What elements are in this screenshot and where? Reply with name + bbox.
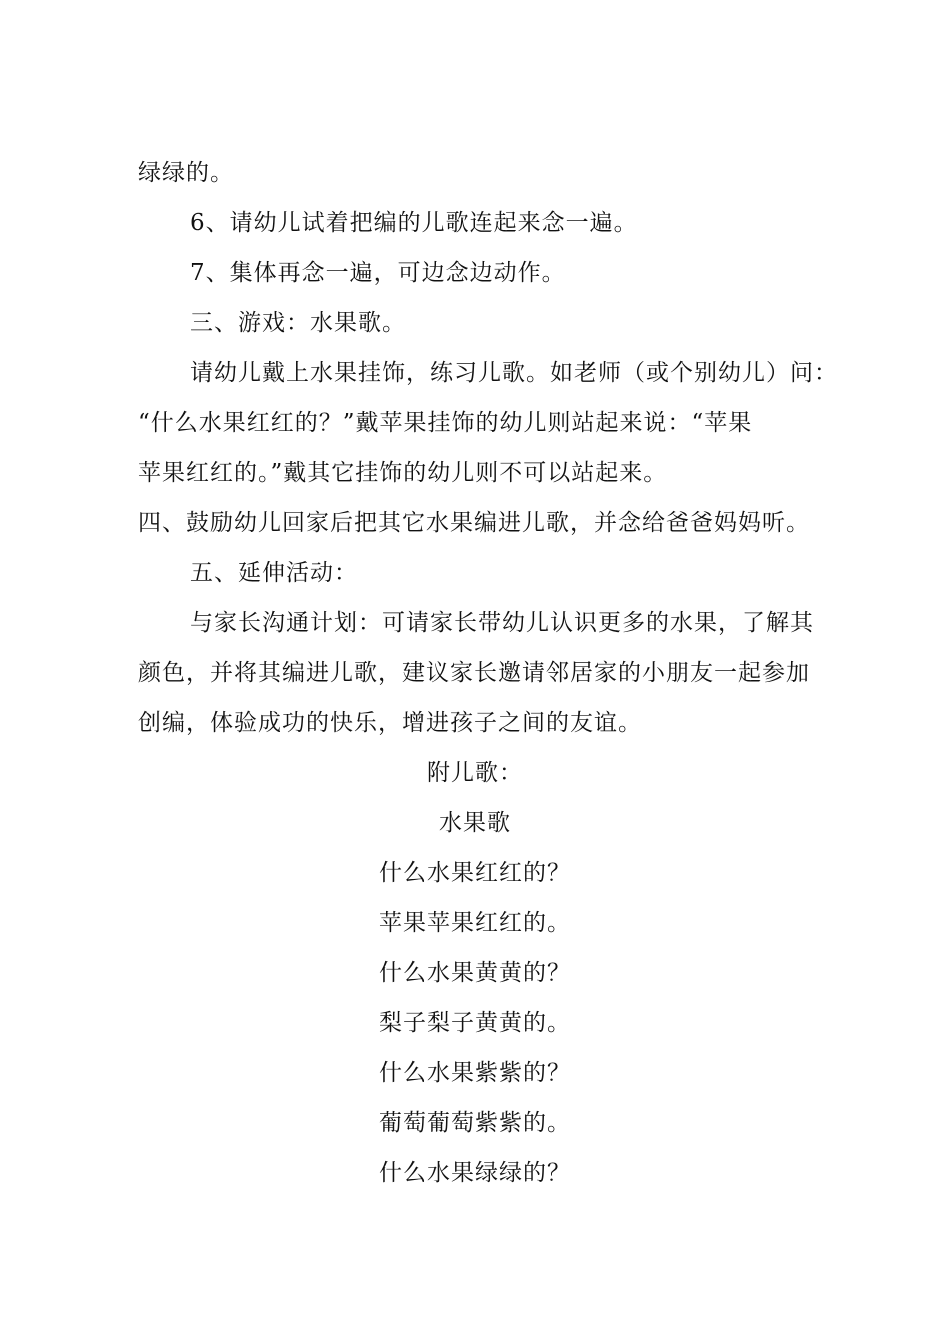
text-line: 颜色，并将其编进儿歌，建议家长邀请邻居家的小朋友一起参加 bbox=[138, 660, 810, 686]
section-heading: 五、延伸活动： bbox=[190, 560, 358, 586]
song-title: 水果歌 bbox=[439, 810, 511, 836]
song-verse: 什么水果绿绿的？ bbox=[379, 1160, 571, 1186]
song-verse: 梨子梨子黄黄的。 bbox=[379, 1010, 571, 1036]
song-verse: 什么水果黄黄的？ bbox=[379, 960, 571, 986]
text-line: 创编，体验成功的快乐，增进孩子之间的友谊。 bbox=[138, 710, 642, 736]
song-verse: 什么水果紫紫的？ bbox=[379, 1060, 571, 1086]
section-heading: 四、鼓励幼儿回家后把其它水果编进儿歌，并念给爸爸妈妈听。 bbox=[138, 510, 810, 536]
text-line: “什么水果红红的？”戴苹果挂饰的幼儿则站起来说：“苹果 bbox=[138, 410, 753, 436]
song-verse: 葡萄葡萄紫紫的。 bbox=[379, 1110, 571, 1136]
text-line: 请幼儿戴上水果挂饰，练习儿歌。如老师（或个别幼儿）问： bbox=[190, 360, 838, 386]
text-line: 与家长沟通计划：可请家长带幼儿认识更多的水果，了解其 bbox=[190, 610, 814, 636]
text-line: 苹果红红的。”戴其它挂饰的幼儿则不可以站起来。 bbox=[138, 460, 668, 486]
text-line: 绿绿的。 bbox=[138, 160, 234, 186]
song-verse: 苹果苹果红红的。 bbox=[379, 910, 571, 936]
text-line: 7、集体再念一遍，可边念边动作。 bbox=[190, 260, 566, 286]
song-verse: 什么水果红红的？ bbox=[379, 860, 571, 886]
section-heading: 三、游戏：水果歌。 bbox=[190, 310, 406, 336]
appendix-heading: 附儿歌： bbox=[427, 760, 523, 786]
text-line: 6、请幼儿试着把编的儿歌连起来念一遍。 bbox=[190, 210, 638, 236]
